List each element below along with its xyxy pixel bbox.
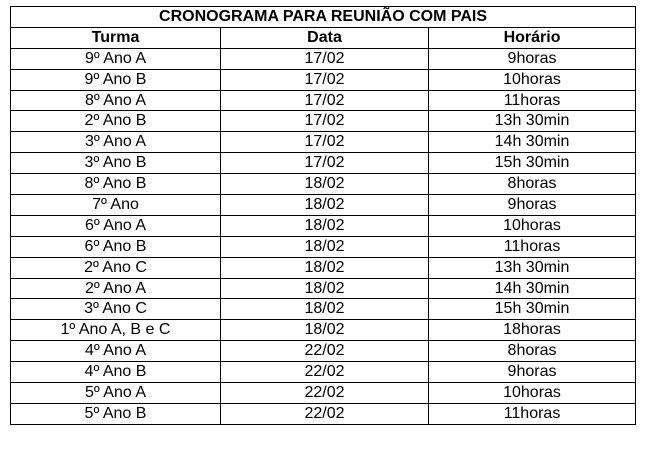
cell-data: 22/02 <box>221 362 429 383</box>
cell-horario: 9horas <box>429 362 636 383</box>
table-row <box>11 320 636 341</box>
cell-horario: 9horas <box>429 48 636 69</box>
table-row <box>11 132 636 153</box>
cell-horario: 15h 30min <box>429 153 636 174</box>
cell-turma: 1º Ano A, B e C <box>11 320 221 341</box>
schedule-table <box>10 6 636 425</box>
cell-horario: 8horas <box>429 174 636 195</box>
cell-horario: 11horas <box>429 236 636 257</box>
cell-turma: 5º Ano A <box>11 383 221 404</box>
table-row <box>11 236 636 257</box>
table-row <box>11 383 636 404</box>
cell-horario: 13h 30min <box>429 111 636 132</box>
cell-turma: 2º Ano C <box>11 257 221 278</box>
cell-turma: 4º Ano A <box>11 341 221 362</box>
table-body <box>11 48 636 424</box>
cell-data: 18/02 <box>221 236 429 257</box>
cell-turma: 2º Ano A <box>11 278 221 299</box>
cell-data: 18/02 <box>221 174 429 195</box>
cell-horario: 10horas <box>429 215 636 236</box>
cell-data: 18/02 <box>221 299 429 320</box>
cell-data: 18/02 <box>221 320 429 341</box>
cell-data: 17/02 <box>221 69 429 90</box>
cell-turma: 9º Ano B <box>11 69 221 90</box>
table-row <box>11 278 636 299</box>
cell-data: 17/02 <box>221 90 429 111</box>
cell-horario: 15h 30min <box>429 299 636 320</box>
cell-horario: 10horas <box>429 383 636 404</box>
table-row <box>11 90 636 111</box>
table-row <box>11 174 636 195</box>
cell-data: 22/02 <box>221 383 429 404</box>
cell-turma: 6º Ano B <box>11 236 221 257</box>
table-row <box>11 299 636 320</box>
table-row <box>11 111 636 132</box>
table-row <box>11 403 636 424</box>
cell-data: 18/02 <box>221 257 429 278</box>
title-row <box>11 7 636 28</box>
table-row <box>11 257 636 278</box>
table-row <box>11 69 636 90</box>
header-turma: Turma <box>11 27 221 48</box>
cell-data: 17/02 <box>221 111 429 132</box>
cell-horario: 10horas <box>429 69 636 90</box>
cell-turma: 8º Ano B <box>11 174 221 195</box>
cell-horario: 14h 30min <box>429 132 636 153</box>
cell-turma: 7º Ano <box>11 195 221 216</box>
cell-data: 18/02 <box>221 215 429 236</box>
table-row <box>11 362 636 383</box>
cell-turma: 3º Ano B <box>11 153 221 174</box>
cell-data: 17/02 <box>221 132 429 153</box>
cell-turma: 3º Ano C <box>11 299 221 320</box>
table-head <box>11 7 636 49</box>
cell-turma: 4º Ano B <box>11 362 221 383</box>
table-title: CRONOGRAMA PARA REUNIÃO COM PAIS <box>11 7 636 28</box>
table-row <box>11 195 636 216</box>
cell-turma: 6º Ano A <box>11 215 221 236</box>
header-row <box>11 27 636 48</box>
cell-horario: 11horas <box>429 403 636 424</box>
cell-horario: 14h 30min <box>429 278 636 299</box>
header-horario: Horário <box>429 27 636 48</box>
table-row <box>11 48 636 69</box>
cell-data: 17/02 <box>221 153 429 174</box>
cell-horario: 8horas <box>429 341 636 362</box>
cell-data: 17/02 <box>221 48 429 69</box>
cell-turma: 9º Ano A <box>11 48 221 69</box>
cell-turma: 2º Ano B <box>11 111 221 132</box>
table-row <box>11 215 636 236</box>
cell-turma: 3º Ano A <box>11 132 221 153</box>
cell-data: 18/02 <box>221 195 429 216</box>
table-row <box>11 341 636 362</box>
cell-turma: 8º Ano A <box>11 90 221 111</box>
cell-horario: 18horas <box>429 320 636 341</box>
cell-data: 22/02 <box>221 341 429 362</box>
cell-horario: 9horas <box>429 195 636 216</box>
cell-data: 22/02 <box>221 403 429 424</box>
cell-horario: 11horas <box>429 90 636 111</box>
table-row <box>11 153 636 174</box>
header-data: Data <box>221 27 429 48</box>
cell-data: 18/02 <box>221 278 429 299</box>
cell-turma: 5º Ano B <box>11 403 221 424</box>
cell-horario: 13h 30min <box>429 257 636 278</box>
